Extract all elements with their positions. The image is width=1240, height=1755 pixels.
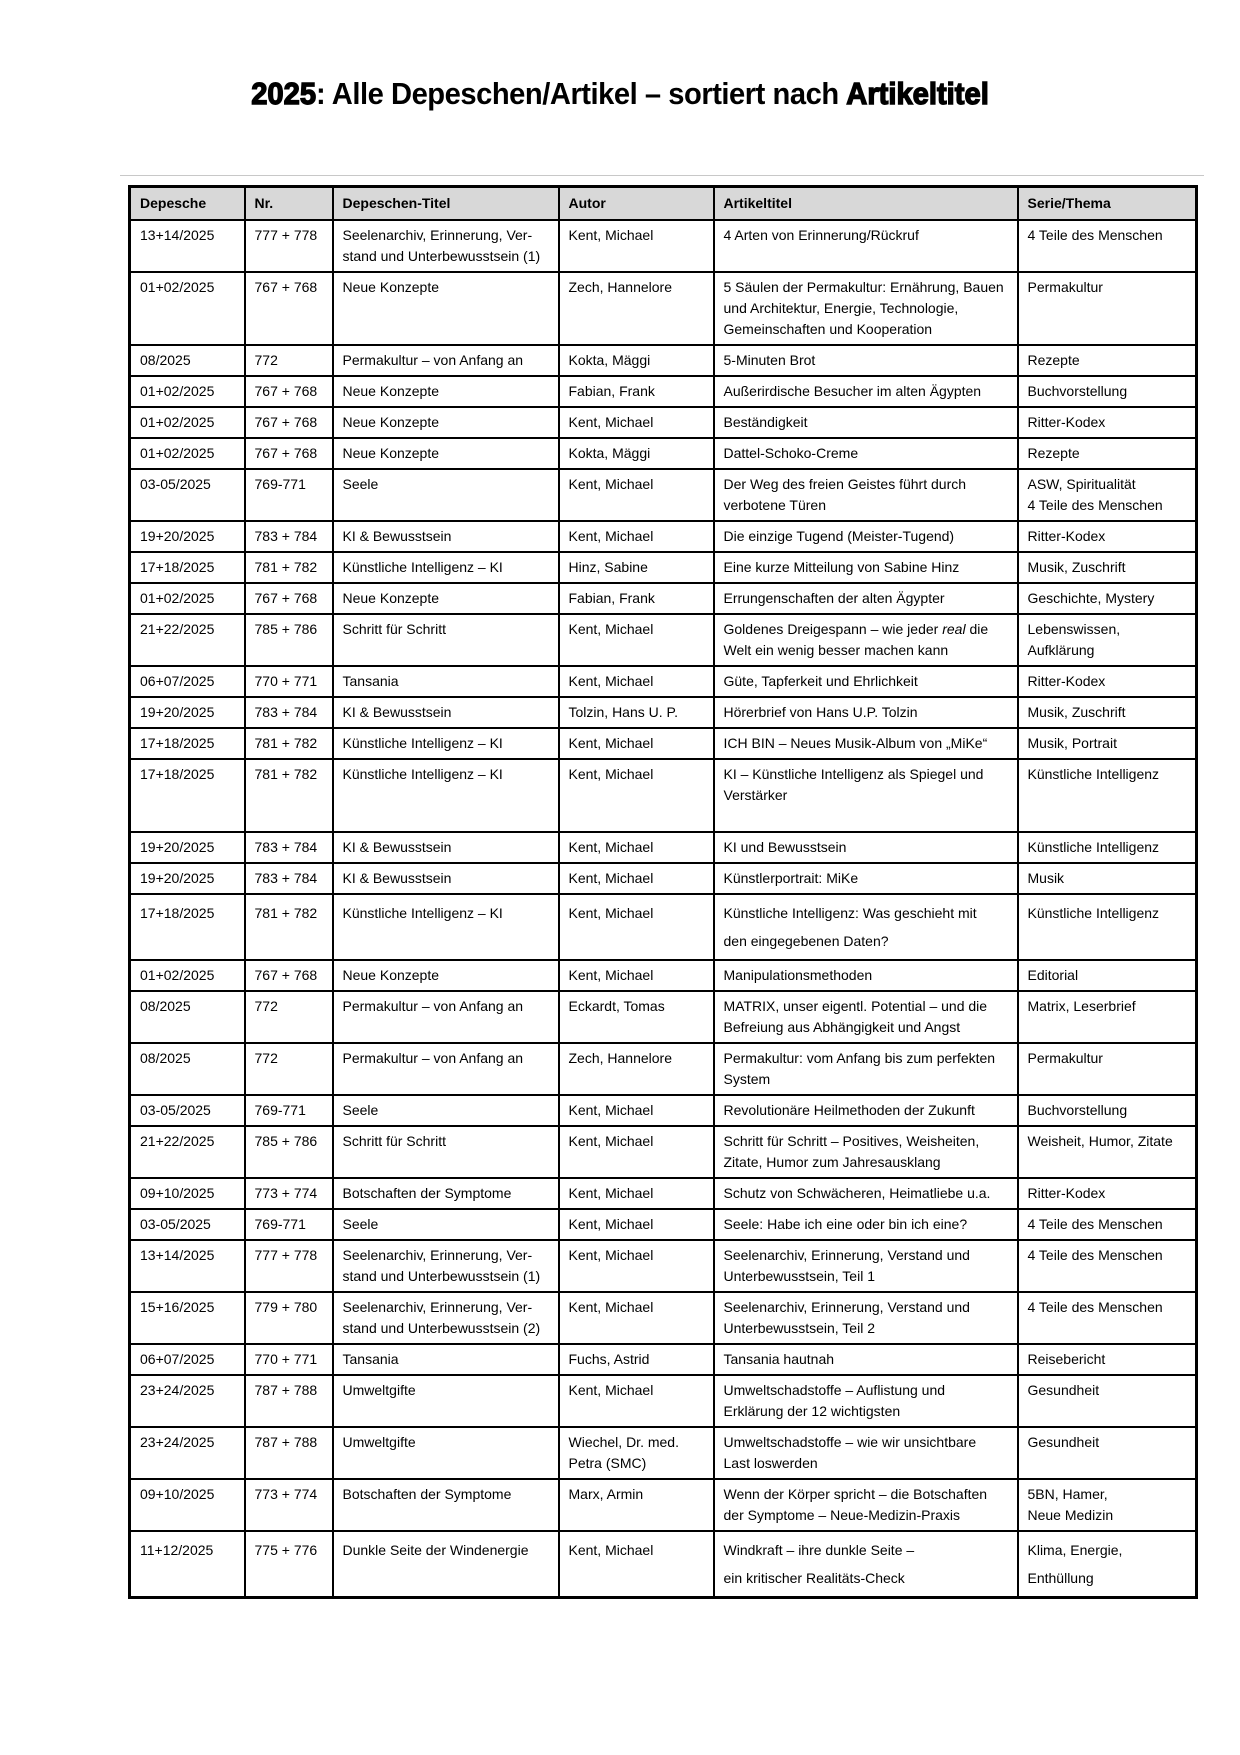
cell-autor: Kent, Michael bbox=[559, 614, 714, 666]
column-header-titel: Depeschen-Titel bbox=[333, 187, 559, 221]
cell-artikel: Dattel-Schoko-Creme bbox=[714, 438, 1018, 469]
cell-nr: 767 + 768 bbox=[245, 438, 333, 469]
cell-depesche: 08/2025 bbox=[130, 1043, 245, 1095]
cell-depesche: 01+02/2025 bbox=[130, 438, 245, 469]
cell-nr: 783 + 784 bbox=[245, 832, 333, 863]
table-row bbox=[130, 991, 1197, 1043]
table-row bbox=[130, 728, 1197, 759]
cell-serie: Künstliche Intelligenz bbox=[1018, 894, 1197, 960]
cell-depesche: 01+02/2025 bbox=[130, 583, 245, 614]
table-row bbox=[130, 614, 1197, 666]
table-row bbox=[130, 438, 1197, 469]
cell-autor: Kent, Michael bbox=[559, 469, 714, 521]
column-header-nr: Nr. bbox=[245, 187, 333, 221]
cell-depesche: 01+02/2025 bbox=[130, 407, 245, 438]
cell-autor: Kent, Michael bbox=[559, 894, 714, 960]
title-main: : Alle Depeschen/Artikel – sortiert nach bbox=[316, 76, 847, 111]
cell-titel: Umweltgifte bbox=[333, 1375, 559, 1427]
articles-table bbox=[128, 185, 1198, 1599]
table-row bbox=[130, 894, 1197, 960]
cell-serie: Rezepte bbox=[1018, 438, 1197, 469]
cell-serie: 5BN, Hamer, Neue Medizin bbox=[1018, 1479, 1197, 1531]
cell-artikel: MATRIX, unser eigentl. Potential – und die Befreiung aus Abhängigkeit und Angst bbox=[714, 991, 1018, 1043]
cell-serie: Reisebericht bbox=[1018, 1344, 1197, 1375]
cell-depesche: 23+24/2025 bbox=[130, 1427, 245, 1479]
title-highlight: Artikeltitel bbox=[846, 76, 989, 111]
cell-artikel: Revolutionäre Heilmethoden der Zukunft bbox=[714, 1095, 1018, 1126]
table-row bbox=[130, 1095, 1197, 1126]
cell-serie: Gesundheit bbox=[1018, 1375, 1197, 1427]
cell-titel: Tansania bbox=[333, 1344, 559, 1375]
cell-nr: 767 + 768 bbox=[245, 960, 333, 991]
cell-depesche: 01+02/2025 bbox=[130, 272, 245, 345]
cell-autor: Fabian, Frank bbox=[559, 376, 714, 407]
cell-nr: 783 + 784 bbox=[245, 697, 333, 728]
cell-artikel: Umweltschadstoffe – wie wir unsichtbare Last loswerden bbox=[714, 1427, 1018, 1479]
cell-nr: 773 + 774 bbox=[245, 1178, 333, 1209]
table-row bbox=[130, 1043, 1197, 1095]
cell-depesche: 17+18/2025 bbox=[130, 728, 245, 759]
cell-depesche: 08/2025 bbox=[130, 345, 245, 376]
cell-depesche: 13+14/2025 bbox=[130, 1240, 245, 1292]
cell-autor: Kent, Michael bbox=[559, 1375, 714, 1427]
cell-nr: 781 + 782 bbox=[245, 552, 333, 583]
cell-nr: 772 bbox=[245, 991, 333, 1043]
cell-artikel: Der Weg des freien Geistes führt durch verbotene Türen bbox=[714, 469, 1018, 521]
cell-nr: 770 + 771 bbox=[245, 1344, 333, 1375]
cell-nr: 781 + 782 bbox=[245, 728, 333, 759]
cell-artikel: Schutz von Schwächeren, Heimatliebe u.a. bbox=[714, 1178, 1018, 1209]
cell-nr: 785 + 786 bbox=[245, 1126, 333, 1178]
italic-word: real bbox=[942, 621, 966, 637]
cell-serie: 4 Teile des Menschen bbox=[1018, 220, 1197, 272]
page-title bbox=[37, 76, 1203, 112]
cell-depesche: 17+18/2025 bbox=[130, 894, 245, 960]
cell-autor: Kent, Michael bbox=[559, 832, 714, 863]
cell-depesche: 15+16/2025 bbox=[130, 1292, 245, 1344]
header-row bbox=[130, 187, 1197, 221]
cell-titel: Seele bbox=[333, 1209, 559, 1240]
cell-serie: Buchvorstellung bbox=[1018, 376, 1197, 407]
cell-depesche: 17+18/2025 bbox=[130, 552, 245, 583]
cell-titel: Schritt für Schritt bbox=[333, 614, 559, 666]
table-row bbox=[130, 469, 1197, 521]
cell-depesche: 23+24/2025 bbox=[130, 1375, 245, 1427]
table-row bbox=[130, 1375, 1197, 1427]
table-row bbox=[130, 1126, 1197, 1178]
cell-autor: Kent, Michael bbox=[559, 407, 714, 438]
cell-titel: Seelenarchiv, Erinnerung, Ver- stand und Unterbewusstsein (1) bbox=[333, 1240, 559, 1292]
cell-artikel: KI und Bewusstsein bbox=[714, 832, 1018, 863]
cell-artikel: Windkraft – ihre dunkle Seite – ein kritischer Realitäts-Check bbox=[714, 1531, 1018, 1598]
table-row bbox=[130, 1292, 1197, 1344]
cell-titel: Künstliche Intelligenz – KI bbox=[333, 728, 559, 759]
cell-titel: Künstliche Intelligenz – KI bbox=[333, 759, 559, 832]
cell-artikel: Errungenschaften der alten Ägypter bbox=[714, 583, 1018, 614]
cell-depesche: 06+07/2025 bbox=[130, 666, 245, 697]
table-row bbox=[130, 376, 1197, 407]
table-row bbox=[130, 407, 1197, 438]
cell-depesche: 06+07/2025 bbox=[130, 1344, 245, 1375]
cell-serie: Matrix, Leserbrief bbox=[1018, 991, 1197, 1043]
cell-artikel: KI – Künstliche Intelligenz als Spiegel und Verstärker bbox=[714, 759, 1018, 832]
table-row bbox=[130, 272, 1197, 345]
cell-artikel: Hörerbrief von Hans U.P. Tolzin bbox=[714, 697, 1018, 728]
table-row bbox=[130, 1479, 1197, 1531]
table-row bbox=[130, 552, 1197, 583]
cell-serie: 4 Teile des Menschen bbox=[1018, 1292, 1197, 1344]
cell-artikel: Die einzige Tugend (Meister-Tugend) bbox=[714, 521, 1018, 552]
cell-serie: Ritter-Kodex bbox=[1018, 407, 1197, 438]
table-row bbox=[130, 1209, 1197, 1240]
cell-nr: 787 + 788 bbox=[245, 1375, 333, 1427]
cell-serie: Musik, Portrait bbox=[1018, 728, 1197, 759]
cell-titel: Neue Konzepte bbox=[333, 272, 559, 345]
cell-titel: Seele bbox=[333, 469, 559, 521]
cell-artikel: Künstlerportrait: MiKe bbox=[714, 863, 1018, 894]
cell-titel: Permakultur – von Anfang an bbox=[333, 345, 559, 376]
cell-titel: Seele bbox=[333, 1095, 559, 1126]
table-row bbox=[130, 1427, 1197, 1479]
cell-nr: 773 + 774 bbox=[245, 1479, 333, 1531]
cell-titel: KI & Bewusstsein bbox=[333, 697, 559, 728]
cell-nr: 777 + 778 bbox=[245, 1240, 333, 1292]
cell-serie: Musik, Zuschrift bbox=[1018, 552, 1197, 583]
table-row bbox=[130, 1240, 1197, 1292]
cell-artikel: Seelenarchiv, Erinnerung, Verstand und Unterbewusstsein, Teil 2 bbox=[714, 1292, 1018, 1344]
table-row bbox=[130, 697, 1197, 728]
cell-depesche: 13+14/2025 bbox=[130, 220, 245, 272]
cell-depesche: 19+20/2025 bbox=[130, 697, 245, 728]
cell-titel: Botschaften der Symptome bbox=[333, 1178, 559, 1209]
cell-autor: Kent, Michael bbox=[559, 1126, 714, 1178]
cell-serie: Rezepte bbox=[1018, 345, 1197, 376]
cell-artikel: Manipulationsmethoden bbox=[714, 960, 1018, 991]
cell-autor: Kent, Michael bbox=[559, 1531, 714, 1598]
cell-autor: Kent, Michael bbox=[559, 1292, 714, 1344]
cell-titel: Neue Konzepte bbox=[333, 376, 559, 407]
cell-depesche: 21+22/2025 bbox=[130, 614, 245, 666]
cell-nr: 781 + 782 bbox=[245, 894, 333, 960]
cell-serie: 4 Teile des Menschen bbox=[1018, 1209, 1197, 1240]
cell-serie: Künstliche Intelligenz bbox=[1018, 759, 1197, 832]
cell-artikel: Wenn der Körper spricht – die Botschaften der Symptome – Neue-Medizin-Praxis bbox=[714, 1479, 1018, 1531]
cell-titel: Schritt für Schritt bbox=[333, 1126, 559, 1178]
cell-autor: Zech, Hannelore bbox=[559, 272, 714, 345]
table-row bbox=[130, 832, 1197, 863]
cell-titel: Seelenarchiv, Erinnerung, Ver- stand und Unterbewusstsein (2) bbox=[333, 1292, 559, 1344]
cell-autor: Kent, Michael bbox=[559, 1240, 714, 1292]
cell-autor: Kent, Michael bbox=[559, 863, 714, 894]
cell-autor: Kent, Michael bbox=[559, 1209, 714, 1240]
cell-serie: Ritter-Kodex bbox=[1018, 521, 1197, 552]
cell-depesche: 01+02/2025 bbox=[130, 376, 245, 407]
cell-nr: 783 + 784 bbox=[245, 863, 333, 894]
cell-nr: 772 bbox=[245, 1043, 333, 1095]
column-header-autor: Autor bbox=[559, 187, 714, 221]
cell-titel: Neue Konzepte bbox=[333, 438, 559, 469]
cell-autor: Kent, Michael bbox=[559, 759, 714, 832]
cell-titel: Künstliche Intelligenz – KI bbox=[333, 552, 559, 583]
cell-titel: Permakultur – von Anfang an bbox=[333, 991, 559, 1043]
cell-serie: Editorial bbox=[1018, 960, 1197, 991]
cell-depesche: 19+20/2025 bbox=[130, 521, 245, 552]
cell-autor: Kent, Michael bbox=[559, 1095, 714, 1126]
cell-autor: Fuchs, Astrid bbox=[559, 1344, 714, 1375]
cell-depesche: 08/2025 bbox=[130, 991, 245, 1043]
cell-depesche: 03-05/2025 bbox=[130, 1095, 245, 1126]
cell-autor: Wiechel, Dr. med. Petra (SMC) bbox=[559, 1427, 714, 1479]
cell-serie: Permakultur bbox=[1018, 1043, 1197, 1095]
cell-artikel: Künstliche Intelligenz: Was geschieht mit den eingegebenen Daten? bbox=[714, 894, 1018, 960]
table-row bbox=[130, 1178, 1197, 1209]
cell-artikel: 5 Säulen der Permakultur: Ernährung, Bauen und Architektur, Energie, Technologie, Gemeinschaften und Kooperation bbox=[714, 272, 1018, 345]
cell-autor: Fabian, Frank bbox=[559, 583, 714, 614]
cell-nr: 767 + 768 bbox=[245, 583, 333, 614]
cell-artikel: 4 Arten von Erinnerung/Rückruf bbox=[714, 220, 1018, 272]
cell-artikel: Außerirdische Besucher im alten Ägypten bbox=[714, 376, 1018, 407]
table-row bbox=[130, 666, 1197, 697]
cell-titel: Tansania bbox=[333, 666, 559, 697]
cell-artikel: Tansania hautnah bbox=[714, 1344, 1018, 1375]
cell-artikel: Permakultur: vom Anfang bis zum perfekten System bbox=[714, 1043, 1018, 1095]
table-top-hairline bbox=[120, 175, 1204, 176]
cell-autor: Kent, Michael bbox=[559, 220, 714, 272]
cell-titel: Umweltgifte bbox=[333, 1427, 559, 1479]
cell-nr: 783 + 784 bbox=[245, 521, 333, 552]
cell-titel: KI & Bewusstsein bbox=[333, 521, 559, 552]
cell-depesche: 09+10/2025 bbox=[130, 1178, 245, 1209]
cell-depesche: 21+22/2025 bbox=[130, 1126, 245, 1178]
cell-nr: 770 + 771 bbox=[245, 666, 333, 697]
cell-autor: Zech, Hannelore bbox=[559, 1043, 714, 1095]
cell-autor: Kent, Michael bbox=[559, 728, 714, 759]
cell-artikel: Eine kurze Mitteilung von Sabine Hinz bbox=[714, 552, 1018, 583]
cell-artikel: Seele: Habe ich eine oder bin ich eine? bbox=[714, 1209, 1018, 1240]
cell-nr: 767 + 768 bbox=[245, 407, 333, 438]
cell-artikel: 5-Minuten Brot bbox=[714, 345, 1018, 376]
cell-artikel: Schritt für Schritt – Positives, Weisheiten, Zitate, Humor zum Jahresausklang bbox=[714, 1126, 1018, 1178]
table-row bbox=[130, 960, 1197, 991]
cell-serie: Musik bbox=[1018, 863, 1197, 894]
cell-serie: Weisheit, Humor, Zitate bbox=[1018, 1126, 1197, 1178]
cell-nr: 769-771 bbox=[245, 1095, 333, 1126]
cell-autor: Tolzin, Hans U. P. bbox=[559, 697, 714, 728]
cell-autor: Kent, Michael bbox=[559, 666, 714, 697]
cell-autor: Kent, Michael bbox=[559, 521, 714, 552]
cell-serie: Buchvorstellung bbox=[1018, 1095, 1197, 1126]
cell-artikel: Beständigkeit bbox=[714, 407, 1018, 438]
column-header-artikel: Artikeltitel bbox=[714, 187, 1018, 221]
cell-autor: Hinz, Sabine bbox=[559, 552, 714, 583]
cell-nr: 767 + 768 bbox=[245, 272, 333, 345]
table-row bbox=[130, 220, 1197, 272]
cell-nr: 775 + 776 bbox=[245, 1531, 333, 1598]
cell-artikel: Goldenes Dreigespann – wie jeder real die Welt ein wenig besser machen kann bbox=[714, 614, 1018, 666]
cell-depesche: 19+20/2025 bbox=[130, 863, 245, 894]
cell-artikel: Seelenarchiv, Erinnerung, Verstand und Unterbewusstsein, Teil 1 bbox=[714, 1240, 1018, 1292]
cell-nr: 769-771 bbox=[245, 1209, 333, 1240]
cell-titel: Botschaften der Symptome bbox=[333, 1479, 559, 1531]
table-body bbox=[130, 220, 1197, 1598]
cell-artikel: ICH BIN – Neues Musik-Album von „MiKe“ bbox=[714, 728, 1018, 759]
table-row bbox=[130, 863, 1197, 894]
cell-depesche: 11+12/2025 bbox=[130, 1531, 245, 1598]
cell-nr: 777 + 778 bbox=[245, 220, 333, 272]
cell-depesche: 17+18/2025 bbox=[130, 759, 245, 832]
cell-titel: Seelenarchiv, Erinnerung, Ver- stand und Unterbewusstsein (1) bbox=[333, 220, 559, 272]
cell-titel: Permakultur – von Anfang an bbox=[333, 1043, 559, 1095]
table-row bbox=[130, 759, 1197, 832]
cell-nr: 785 + 786 bbox=[245, 614, 333, 666]
cell-serie: Musik, Zuschrift bbox=[1018, 697, 1197, 728]
cell-serie: ASW, Spiritualität 4 Teile des Menschen bbox=[1018, 469, 1197, 521]
cell-serie: Geschichte, Mystery bbox=[1018, 583, 1197, 614]
cell-titel: Neue Konzepte bbox=[333, 407, 559, 438]
cell-depesche: 01+02/2025 bbox=[130, 960, 245, 991]
cell-serie: 4 Teile des Menschen bbox=[1018, 1240, 1197, 1292]
table-row bbox=[130, 1531, 1197, 1598]
column-header-depesche: Depesche bbox=[130, 187, 245, 221]
cell-serie: Künstliche Intelligenz bbox=[1018, 832, 1197, 863]
cell-autor: Kent, Michael bbox=[559, 960, 714, 991]
cell-autor: Eckardt, Tomas bbox=[559, 991, 714, 1043]
cell-serie: Permakultur bbox=[1018, 272, 1197, 345]
cell-titel: Künstliche Intelligenz – KI bbox=[333, 894, 559, 960]
cell-depesche: 03-05/2025 bbox=[130, 1209, 245, 1240]
cell-artikel: Güte, Tapferkeit und Ehrlichkeit bbox=[714, 666, 1018, 697]
cell-serie: Ritter-Kodex bbox=[1018, 666, 1197, 697]
cell-depesche: 03-05/2025 bbox=[130, 469, 245, 521]
cell-titel: Dunkle Seite der Windenergie bbox=[333, 1531, 559, 1598]
cell-depesche: 09+10/2025 bbox=[130, 1479, 245, 1531]
cell-nr: 772 bbox=[245, 345, 333, 376]
cell-serie: Lebenswissen, Aufklärung bbox=[1018, 614, 1197, 666]
cell-serie: Gesundheit bbox=[1018, 1427, 1197, 1479]
cell-autor: Marx, Armin bbox=[559, 1479, 714, 1531]
cell-serie: Klima, Energie, Enthüllung bbox=[1018, 1531, 1197, 1598]
cell-artikel: Umweltschadstoffe – Auflistung und Erklärung der 12 wichtigsten bbox=[714, 1375, 1018, 1427]
cell-serie: Ritter-Kodex bbox=[1018, 1178, 1197, 1209]
cell-titel: Neue Konzepte bbox=[333, 583, 559, 614]
cell-titel: KI & Bewusstsein bbox=[333, 863, 559, 894]
cell-depesche: 19+20/2025 bbox=[130, 832, 245, 863]
cell-nr: 781 + 782 bbox=[245, 759, 333, 832]
cell-autor: Kokta, Mäggi bbox=[559, 438, 714, 469]
cell-nr: 779 + 780 bbox=[245, 1292, 333, 1344]
cell-autor: Kokta, Mäggi bbox=[559, 345, 714, 376]
cell-autor: Kent, Michael bbox=[559, 1178, 714, 1209]
column-header-serie: Serie/Thema bbox=[1018, 187, 1197, 221]
table-row bbox=[130, 345, 1197, 376]
cell-nr: 769-771 bbox=[245, 469, 333, 521]
title-year: 2025 bbox=[251, 76, 317, 111]
cell-titel: Neue Konzepte bbox=[333, 960, 559, 991]
table-row bbox=[130, 583, 1197, 614]
cell-nr: 767 + 768 bbox=[245, 376, 333, 407]
table-row bbox=[130, 521, 1197, 552]
cell-titel: KI & Bewusstsein bbox=[333, 832, 559, 863]
cell-nr: 787 + 788 bbox=[245, 1427, 333, 1479]
table-row bbox=[130, 1344, 1197, 1375]
